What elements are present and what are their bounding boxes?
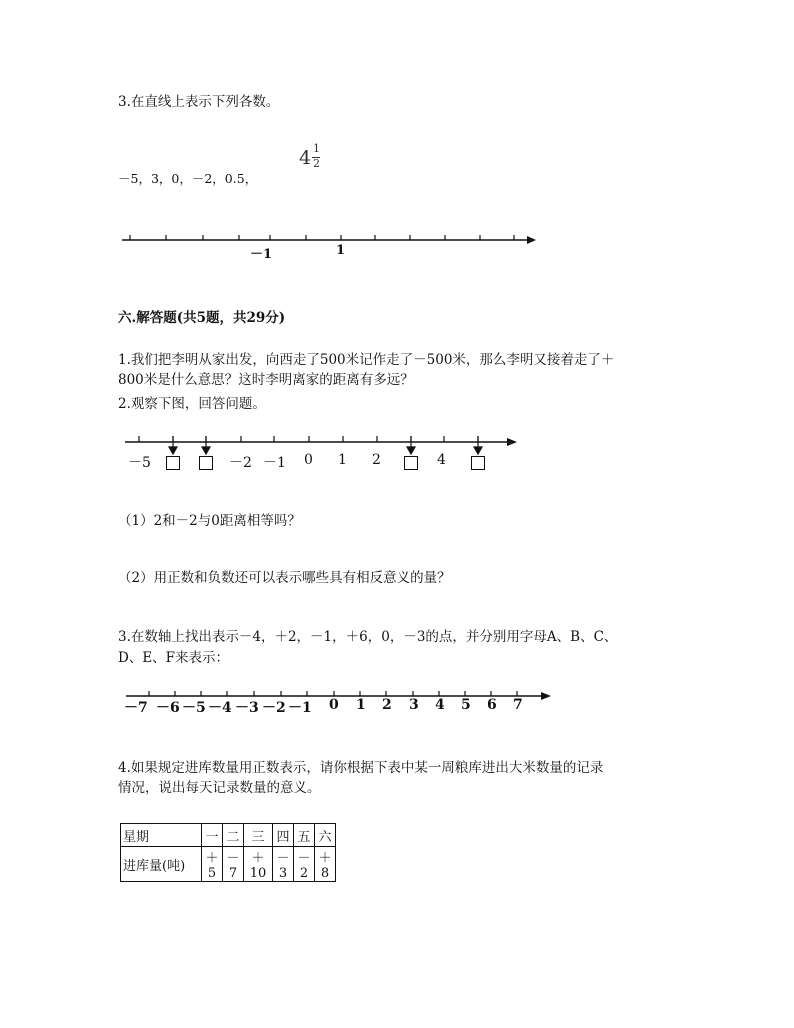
mixed-denominator: 2 (313, 157, 320, 170)
axis3-label: 2 (382, 697, 392, 713)
q3-line1: 3.在数轴上找出表示－4，＋2，－1，＋6，0，－3的点，并分别用字母A、B、C、 (118, 629, 618, 645)
table-row (121, 847, 336, 882)
table-cell: 三 (244, 824, 273, 847)
q4-line2: 情况，说出每天记录数量的意义。 (118, 780, 321, 796)
axis1-label: －1 (250, 247, 273, 262)
axis3-label: 4 (435, 697, 445, 713)
table-cell: 一 (202, 824, 223, 847)
q4-line1: 4.如果规定进库数量用正数表示，请你根据下表中某一周粮库进出大米数量的记录 (118, 760, 604, 776)
q2-sub2: （2）用正数和负数还可以表示哪些具有相反意义的量？ (118, 570, 451, 586)
table-cell: 进库量(吨) (121, 847, 202, 882)
answer-box[interactable] (199, 456, 213, 470)
q2-prompt: 2.观察下图，回答问题。 (118, 396, 266, 412)
answer-box[interactable] (166, 456, 180, 470)
axis2-label: 1 (338, 452, 347, 468)
answer-box[interactable] (404, 456, 418, 470)
q1-line1: 1.我们把李明从家出发，向西走了500米记作走了－500米，那么李明又接着走了＋ (118, 352, 615, 368)
axis3-label: 1 (356, 697, 366, 713)
mixed-numerator: 1 (313, 142, 320, 155)
axis2-label: 4 (437, 452, 446, 468)
axis3-label: －2 (262, 700, 286, 716)
number-line-1 (122, 235, 536, 244)
table-cell: 五 (294, 824, 315, 847)
axis3-label: －5 (182, 700, 206, 716)
axis2-label: －5 (128, 455, 151, 471)
table-cell: 四 (273, 824, 294, 847)
number-line-2 (125, 436, 517, 454)
table-cell: －7 (223, 847, 244, 882)
axis3-label: －4 (208, 700, 232, 716)
table-row (121, 824, 336, 847)
axis2-label: －1 (263, 455, 286, 471)
axis3-label: 0 (329, 697, 339, 713)
table-cell: ＋8 (315, 847, 336, 882)
table-cell: 二 (223, 824, 244, 847)
answer-box[interactable] (471, 456, 485, 470)
table-cell: －3 (273, 847, 294, 882)
table-cell: ＋10 (244, 847, 273, 882)
axis3-label: 3 (409, 697, 419, 713)
q3-line2: D、E、F来表示： (118, 650, 230, 666)
axis3-label: 5 (461, 697, 471, 713)
axis2-label: －2 (229, 455, 252, 471)
section-title: 六.解答题(共5题，共29分) (118, 310, 286, 326)
axis3-label: 7 (513, 697, 523, 713)
axis3-label: －3 (235, 700, 259, 716)
question-prompt: 3.在直线上表示下列各数。 (118, 94, 280, 110)
table-cell: 星期 (121, 824, 202, 847)
axis1-label: 1 (336, 243, 346, 258)
table-cell: 六 (315, 824, 336, 847)
q1-line2: 800米是什么意思？这时李明离家的距离有多远？ (118, 372, 414, 388)
q2-sub1: （1）2和－2与0距离相等吗？ (118, 513, 301, 529)
table-cell: －2 (294, 847, 315, 882)
table-cell: ＋5 (202, 847, 223, 882)
number-list: －5，3，0，－2，0.5， (118, 171, 258, 186)
axis3-label: －7 (124, 700, 148, 716)
axis2-label: 0 (304, 452, 313, 468)
record-table (120, 823, 336, 882)
axis3-label: －1 (288, 700, 312, 716)
axis3-label: 6 (487, 697, 497, 713)
axis3-label: －6 (156, 700, 180, 716)
axis2-label: 2 (372, 452, 381, 468)
mixed-whole: 4 (299, 147, 312, 169)
